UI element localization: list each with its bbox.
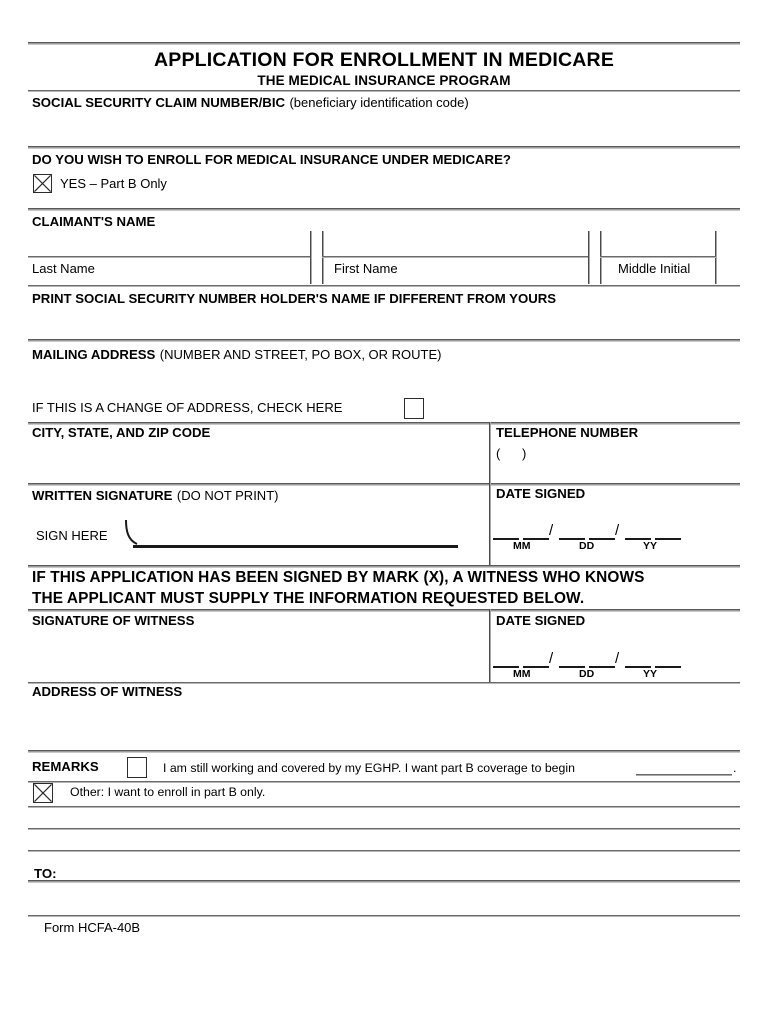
first-name-input[interactable]: [328, 234, 582, 254]
witness-date-signed-label: DATE SIGNED: [496, 613, 586, 628]
telephone-label: TELEPHONE NUMBER: [496, 425, 639, 440]
date-year-label: YY: [643, 540, 658, 552]
name-divider-right-a: [588, 231, 590, 284]
signature-line: [133, 545, 458, 548]
sign-here-label: SIGN HERE: [36, 528, 108, 543]
rule-above-signature-row: [28, 483, 740, 486]
claim-number-label-group: [32, 94, 469, 112]
remarks-other-checkbox[interactable]: [33, 783, 53, 803]
rule-blank-line-2: [28, 850, 740, 852]
signature-date-divider: [489, 483, 491, 565]
remarks-other-text: Other: I want to enroll in part B only.: [70, 785, 266, 799]
page-title: APPLICATION FOR ENROLLMENT IN MEDICARE: [153, 49, 615, 71]
rule-above-mailing-address: [28, 339, 740, 342]
change-of-address-checkbox[interactable]: [404, 398, 424, 419]
rule-below-remarks: [28, 806, 740, 808]
date-separator-1: /: [549, 522, 554, 539]
witness-signature-input[interactable]: [34, 636, 480, 678]
claim-number-label: SOCIAL SECURITY CLAIM NUMBER/BIC: [32, 95, 286, 110]
city-telephone-divider: [489, 422, 491, 485]
witness-date-separator-2: /: [615, 650, 620, 667]
first-name-label: First Name: [334, 261, 398, 276]
date-signed-label: DATE SIGNED: [496, 486, 586, 501]
change-of-address-label: IF THIS IS A CHANGE OF ADDRESS, CHECK HERE: [32, 400, 343, 415]
telephone-area-close: ): [522, 446, 527, 461]
date-signed-field[interactable]: [493, 520, 683, 552]
form-number: Form HCFA-40B: [44, 920, 141, 935]
mail-to-label: TO:: [34, 866, 57, 881]
witness-signature-label: SIGNATURE OF WITNESS: [32, 613, 195, 628]
witness-address-label: ADDRESS OF WITNESS: [32, 684, 183, 699]
mailing-address-label: MAILING ADDRESS: [32, 347, 156, 362]
rule-above-mail-to: [28, 880, 740, 883]
date-month-label: MM: [513, 540, 531, 552]
remarks-eghp-text: I am still working and covered by my EGHP. I want part B coverage to begin: [163, 761, 575, 775]
witness-date-month-label: MM: [513, 668, 531, 680]
mailing-address-label-group: [32, 346, 442, 364]
remarks-label: REMARKS: [32, 759, 99, 774]
witness-date-separator-1: /: [549, 650, 554, 667]
rule-middle-initial: [600, 256, 716, 258]
middle-initial-input[interactable]: [606, 234, 710, 254]
rule-blank-line-1: [28, 828, 740, 830]
witness-signature-date-divider: [489, 609, 491, 683]
date-day-label: DD: [579, 540, 595, 552]
claim-number-input[interactable]: [34, 116, 734, 142]
mailing-address-input[interactable]: [34, 368, 734, 394]
telephone-area-open: (: [496, 446, 501, 461]
city-state-zip-label: CITY, STATE, AND ZIP CODE: [32, 425, 211, 440]
name-divider-left-a: [310, 231, 312, 284]
last-name-label: Last Name: [32, 261, 95, 276]
rule-last-name: [28, 256, 310, 258]
city-state-zip-input[interactable]: [34, 448, 480, 480]
witness-notice-line1: IF THIS APPLICATION HAS BEEN SIGNED BY MARK (X), A WITNESS WHO KNOWS: [32, 569, 645, 586]
signature-label: WRITTEN SIGNATURE: [32, 488, 173, 503]
rule-above-ssn-holder: [28, 285, 740, 287]
remarks-eghp-checkbox[interactable]: [127, 757, 147, 778]
rule-under-title: [28, 90, 740, 92]
rule-above-enroll-question: [28, 146, 740, 149]
enroll-yes-checkbox[interactable]: [33, 174, 52, 193]
ssn-holder-input[interactable]: [34, 312, 734, 338]
enroll-yes-label: YES – Part B Only: [60, 176, 167, 191]
enroll-question-label: DO YOU WISH TO ENROLL FOR MEDICAL INSURANCE UNDER MEDICARE?: [32, 152, 511, 167]
ssn-holder-label: PRINT SOCIAL SECURITY NUMBER HOLDER'S NAME IF DIFFERENT FROM YOURS: [32, 291, 557, 306]
witness-address-input[interactable]: [34, 707, 734, 745]
claim-number-note: (beneficiary identification code): [289, 95, 469, 110]
date-separator-2: /: [615, 522, 620, 539]
mailing-address-note: (NUMBER AND STREET, PO BOX, OR ROUTE): [159, 347, 442, 362]
claimant-name-section-label: CLAIMANT'S NAME: [32, 214, 156, 229]
witness-date-day-label: DD: [579, 668, 595, 680]
middle-initial-label: Middle Initial: [618, 261, 691, 276]
signature-label-group: [32, 487, 278, 505]
rule-top: [28, 42, 740, 45]
rule-above-witness-signature: [28, 609, 740, 612]
telephone-input[interactable]: [536, 447, 732, 471]
witness-date-year-label: YY: [643, 668, 658, 680]
rule-above-remarks: [28, 750, 740, 753]
x-mark-icon: [34, 784, 52, 802]
witness-notice-line2: THE APPLICANT MUST SUPPLY THE INFORMATION REQUESTED BELOW.: [32, 590, 585, 607]
page-subtitle: THE MEDICAL INSURANCE PROGRAM: [257, 73, 511, 88]
signature-note: (DO NOT PRINT): [176, 488, 279, 503]
rule-above-witness-notice: [28, 565, 740, 568]
last-name-input[interactable]: [34, 234, 304, 254]
rule-above-claimant-name: [28, 208, 740, 211]
mail-to-input[interactable]: [36, 888, 734, 912]
remarks-eghp-text-after: .: [733, 761, 737, 775]
rule-between-remarks: [28, 781, 740, 783]
witness-date-signed-field[interactable]: [493, 648, 683, 680]
rule-above-form-number: [28, 915, 740, 917]
rule-first-name: [322, 256, 588, 258]
signature-input[interactable]: [140, 522, 450, 544]
x-mark-icon: [34, 175, 51, 192]
remarks-eghp-blank-value: [624, 761, 737, 778]
